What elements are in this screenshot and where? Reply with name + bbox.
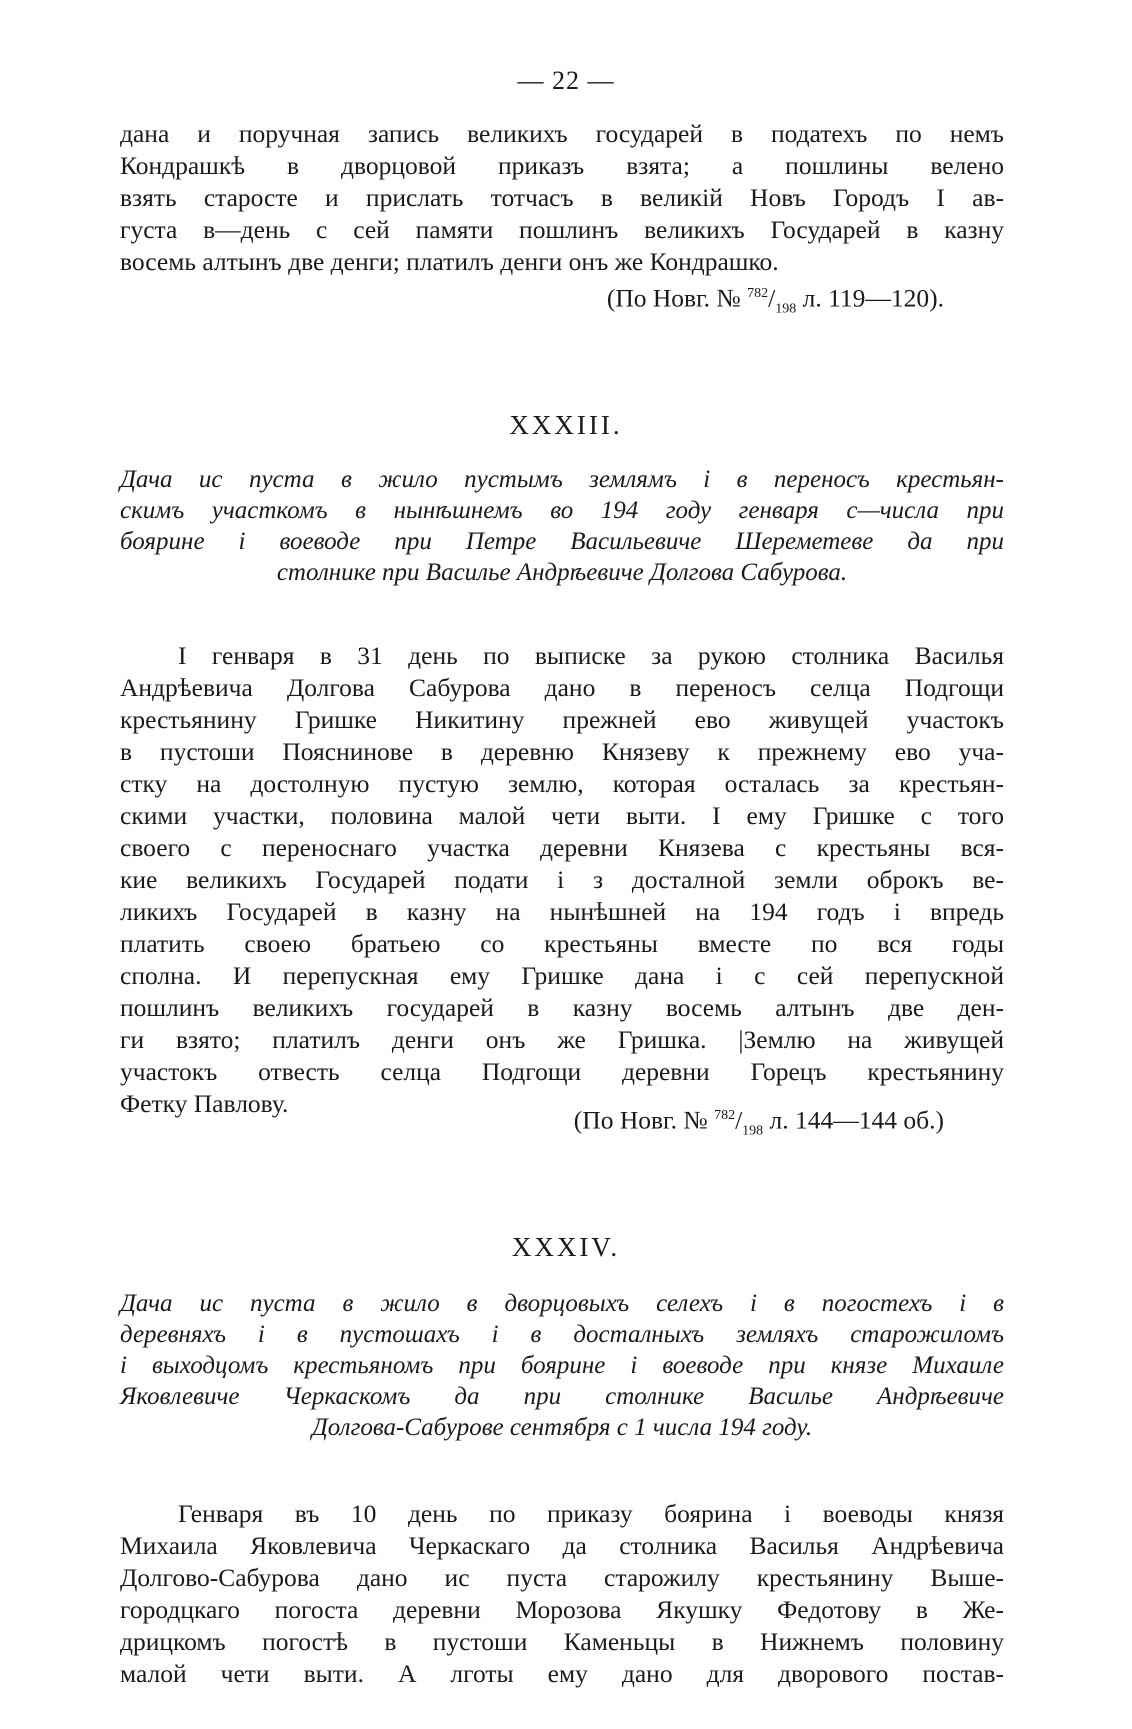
text-line: кие великихъ Государей подати і з досталной земли оброкъ ве-: [120, 865, 1004, 894]
heading-line: Дача ис пуста в жило пустымъ землямъ і в переносъ крестьян-: [120, 466, 1004, 493]
heading-line: скимъ участкомъ в нынѣшнемъ во 194 году генваря с—числа при: [120, 497, 1004, 524]
text-line: ги взято; платилъ денги онъ же Гришка. |Землю на живущей: [120, 1025, 1004, 1054]
text-line: Долгово-Сабурова дано ис пуста старожилу крестьянину Выше-: [120, 1563, 1004, 1592]
text-line: скими участки, половина малой чети выти. I ему Гришке с того: [120, 801, 1004, 830]
text-line: дана и поручная запись великихъ государей в податехъ по немъ: [120, 119, 1004, 148]
text-line: стку на достолную пустую землю, которая осталась за крестьян-: [120, 769, 1004, 798]
section-34-heading: [120, 1288, 1004, 1443]
text-line: малой чети выти. А лготы ему дано для дворового постав-: [120, 1659, 1004, 1688]
text-line: сполна. И перепускная ему Гришке дана і с сей перепускной: [120, 961, 1004, 990]
heading-line: боярине і воеводе при Петре Васильевиче Шереметеве да при: [120, 528, 1004, 555]
text-line: платить своею братьею со крестьяны вместе по вся годы: [120, 929, 1004, 958]
intro-paragraph: [120, 118, 1004, 278]
text-line: дрицкомъ погостѣ в пустоши Каменьцы в Нижнемъ половину: [120, 1627, 1004, 1656]
section-33-numeral: XXXIII.: [509, 410, 623, 440]
text-line: пошлинъ великихъ государей в казну восемь алтынъ две ден-: [120, 993, 1004, 1022]
heading-line: Дача ис пуста в жило в дворцовыхъ селехъ і в погостехъ і в: [120, 1290, 1004, 1317]
text-line: Андрѣевича Долгова Сабурова дано в переносъ селца Подгощи: [120, 673, 1004, 702]
section-33-heading: [120, 464, 1004, 588]
section-33-body: [120, 640, 1004, 1120]
text-line: крестьянину Гришке Никитину прежней ево живущей участокъ: [120, 705, 1004, 734]
text-line: I генваря в 31 день по выписке за рукою столника Василья: [178, 641, 1004, 670]
text-line: Фетку Павлову.: [120, 1089, 289, 1118]
text-line: своего с переноснаго участка деревни Князева с крестьяны вся-: [120, 833, 1004, 862]
text-line: участокъ отвесть селца Подгощи деревни Горецъ крестьянину: [120, 1057, 1004, 1086]
heading-line: і выходцомъ крестьяномъ при боярине і воеводе при князе Михаиле: [120, 1352, 1004, 1379]
intro-source-citation: (По Новг. № $^{782}/_{198}$ л. 119—120).: [606, 283, 944, 317]
section-34-body: [120, 1498, 1004, 1690]
text-line: взять старосте и прислать тотчасъ в великій Новъ Городъ I ав-: [120, 183, 1004, 212]
text-line: в пустоши Пояснинове в деревню Князеву к прежнему ево уча-: [120, 737, 1004, 766]
text-line: городцкаго погоста деревни Морозова Якушку Федотову в Же-: [120, 1595, 1004, 1624]
page-number: — 22 —: [517, 66, 615, 95]
text-line: Генваря въ 10 день по приказу боярина і воеводы князя: [178, 1499, 1004, 1528]
text-line: восемь алтынъ две денги; платилъ денги онъ же Кондрашко.: [120, 247, 779, 276]
heading-line: Долгова-Сабурове сентября с 1 числа 194 году.: [311, 1414, 813, 1441]
heading-line: деревняхъ і в пустошахъ і в досталныхъ земляхъ старожиломъ: [120, 1321, 1004, 1348]
heading-line: столнике при Василье Андрѣевиче Долгова Сабурова.: [276, 559, 848, 586]
text-line: Кондрашкѣ в дворцовой приказъ взята; а пошлины велено: [120, 151, 1004, 180]
section-33-source-citation: (По Новг. № $^{782}/_{198}$ л. 144—144 об.): [573, 1105, 944, 1139]
heading-line: Яковлевиче Черкаскомъ да при столнике Василье Андрѣевиче: [120, 1383, 1004, 1410]
text-line: Михаила Яковлевича Черкаскаго да столника Василья Андрѣевича: [120, 1531, 1004, 1560]
text-line: ликихъ Государей в казну на нынѣшней на 194 годъ і впредь: [120, 897, 1004, 926]
section-34-numeral: XXXIV.: [511, 1232, 621, 1262]
text-line: густа в—день с сей памяти пошлинъ великихъ Государей в казну: [120, 215, 1004, 244]
